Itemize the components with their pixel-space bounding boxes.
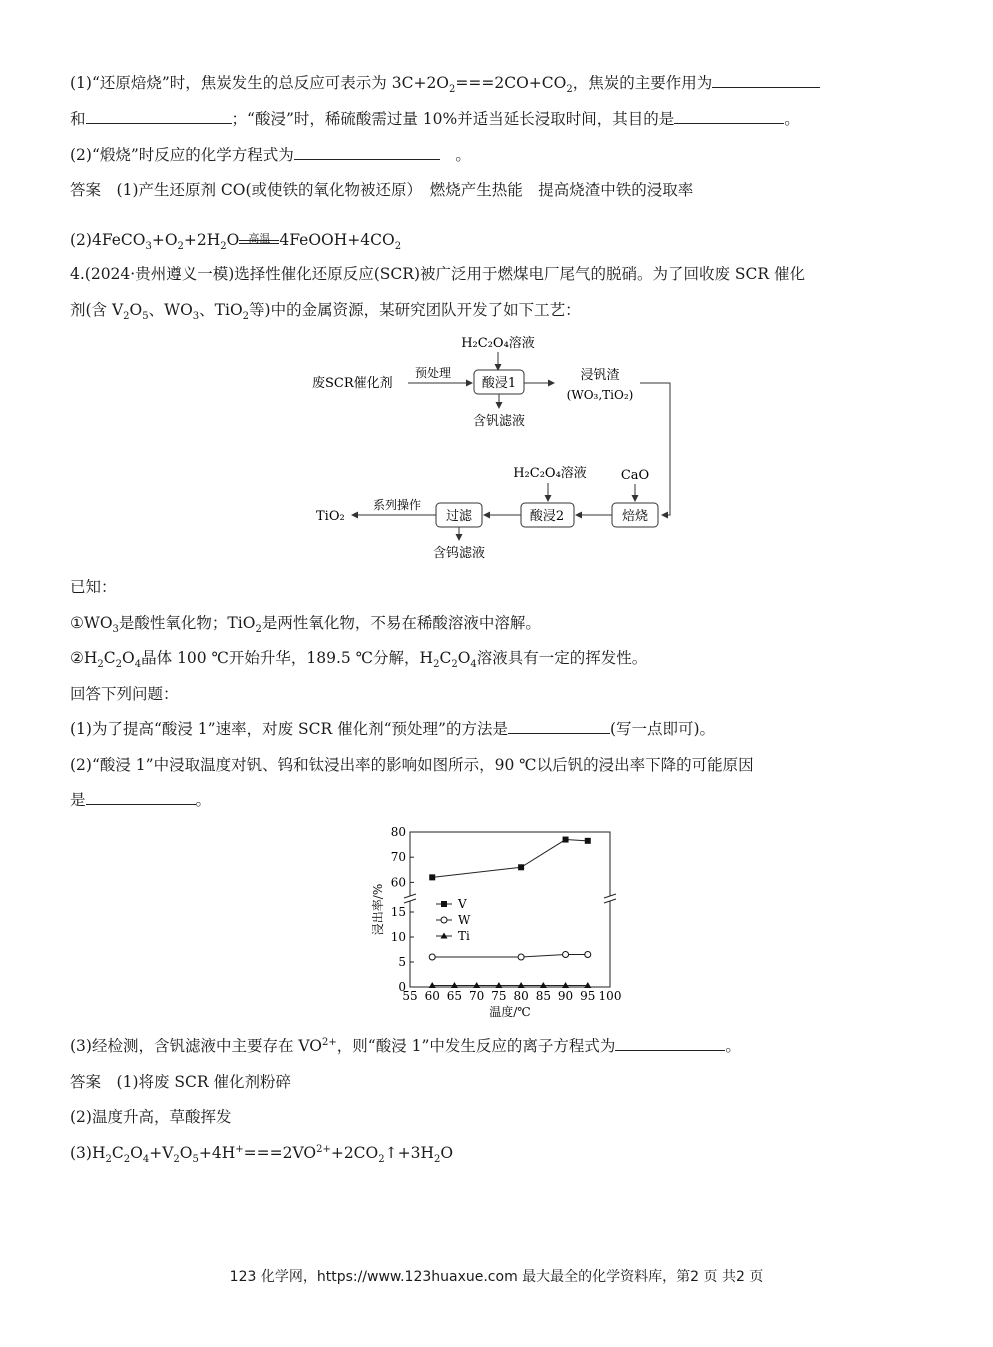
x-tick-label: 80 [513,989,529,1003]
answer-blank[interactable] [86,109,232,124]
known-item-1: $①WO_3$是酸性氧化物；TiO$_2$是两性氧化物，不易在稀酸溶液中溶解。 [70,614,541,636]
y-tick-label: 80 [390,825,406,839]
data-point-w [429,954,435,960]
pretreat-label: 预处理 [415,366,452,380]
x-tick-label: 75 [491,989,507,1003]
reagent-h2c2o4-top: H₂C₂O₄溶液 [461,336,535,351]
known-item-2: $②H_2C_2O_4$晶体 100 ℃开始升华，189.5 ℃分解，$H_2C_2O_4$溶液具有一定的挥发性。 [70,649,648,671]
q3-answer1: 答案 (1)产生还原剂 CO(或使铁的氧化物被还原） 燃烧产生热能 提高烧渣中铁的浸取率 [70,181,694,199]
answer-blank[interactable] [712,73,820,88]
x-tick-label: 85 [535,989,551,1003]
reagent-h2c2o4-mid: H₂C₂O₄溶液 [513,466,587,481]
y-tick-label: 5 [398,955,406,969]
data-point-v [518,864,524,870]
answer-blank[interactable] [508,719,610,734]
q3-part1-line1: (1)“还原焙烧”时，焦炭发生的总反应可表示为 $3C+2O_2===2CO+CO_2$，焦炭的主要作用为 [70,72,820,94]
series-line-v [432,840,588,878]
legend-label-ti: Ti [458,929,470,943]
series-operations-label: 系列操作 [372,498,422,512]
x-axis-label: 温度/℃ [489,1005,531,1019]
y-axis-label: 浸出率/% [371,883,385,936]
x-tick-label: 95 [580,989,596,1003]
cao-reagent-label: CaO [620,468,650,483]
legend-label-w: W [458,913,471,927]
page-footer: 123 化学网，https://www.123huaxue.com 最大最全的化学资料库，第2 页 共2 页 [229,1269,764,1285]
x-tick-label: 70 [469,989,485,1003]
start-material-label: 废SCR催化剂 [312,376,393,391]
q3-answer2-equation: $(2)4FeCO_3+O_2+2H_2O$ 高温 $4FeOOH+4CO_2$ [70,231,402,253]
y-tick-label: 15 [390,905,406,919]
question-3: (3)经检测，含钒滤液中主要存在 $VO^{2+}$，则“酸浸 1”中发生反应的离子方程式为 。 [70,1036,741,1055]
data-point-w [563,952,569,958]
vanadium-residue-label: 浸钒渣 [580,368,620,383]
answer-2: (2)温度升高，草酸挥发 [70,1108,232,1126]
filter-label: 过滤 [445,509,473,524]
y-tick-label: 70 [390,850,406,865]
question-2-line2: 是 。 [70,791,212,809]
q4-stem-line1: 4.(2024·贵州遵义一模)选择性催化还原反应(SCR)被广泛用于燃煤电厂尾气的脱硝。为了回收废 SCR 催化 [70,265,806,283]
x-tick-label: 90 [557,989,574,1003]
data-point-v [429,874,435,880]
q3-part2-line: (2)“煅烧”时反应的化学方程式为 。 [70,146,471,164]
answer-3-equation: $(3)H_2C_2O_4+V_2O_5+4H^+===2VO^{2+}+2CO_2↑+3H_2O$ [70,1143,454,1166]
data-point-v [585,838,591,844]
data-point-w [441,917,447,923]
q4-stem-line2: 剂(含 $V_2O_5$、$WO_3$、TiO$_2$等)中的金属资源，某研究团队开发了如下工艺： [70,301,581,323]
data-point-v [441,901,447,907]
answer-blank[interactable] [615,1036,725,1051]
question-2-line1: (2)“酸浸 1”中浸取温度对钒、钨和钛浸出率的影响如图所示，90 ℃以后钒的浸出率下降的可能原因 [70,756,754,774]
acid-leach-2-label: 酸浸2 [529,509,565,524]
leaching-rate-chart [360,822,630,1027]
tio2-product-label: TiO₂ [316,509,345,524]
answer-1: 答案 (1)将废 SCR 催化剂粉碎 [70,1073,291,1091]
data-point-w [518,954,524,960]
answer-blank[interactable] [674,109,784,124]
answer-blank[interactable] [294,145,440,160]
x-tick-label: 55 [402,989,418,1003]
data-point-w [585,952,591,958]
x-tick-label: 60 [424,989,440,1003]
x-tick-label: 100 [598,989,622,1003]
y-tick-label: 60 [390,875,406,890]
roast-label: 焙烧 [621,509,649,524]
process-flow-diagram [300,328,690,568]
question-1: (1)为了提高“酸浸 1”速率，对废 SCR 催化剂“预处理”的方法是 (写一点即可)。 [70,720,716,738]
vanadium-filtrate-label: 含钒滤液 [472,414,526,429]
y-tick-label: 0 [398,980,406,994]
questions-intro: 回答下列问题： [70,685,179,703]
plot-frame [410,832,610,987]
answer-blank[interactable] [86,790,196,805]
tungsten-filtrate-label: 含钨滤液 [432,546,486,561]
data-point-v [563,837,569,843]
known-title: 已知： [70,578,117,596]
vanadium-residue-composition: (WO₃,TiO₂) [566,388,634,402]
acid-leach-1-label: 酸浸1 [481,376,517,391]
x-tick-label: 65 [446,989,463,1003]
legend-label-v: V [458,897,467,911]
q3-part1-line2: 和 ；“酸浸”时，稀硫酸需过量 10%并适当延长浸取时间，其目的是 。 [70,110,800,128]
y-tick-label: 10 [390,930,406,944]
